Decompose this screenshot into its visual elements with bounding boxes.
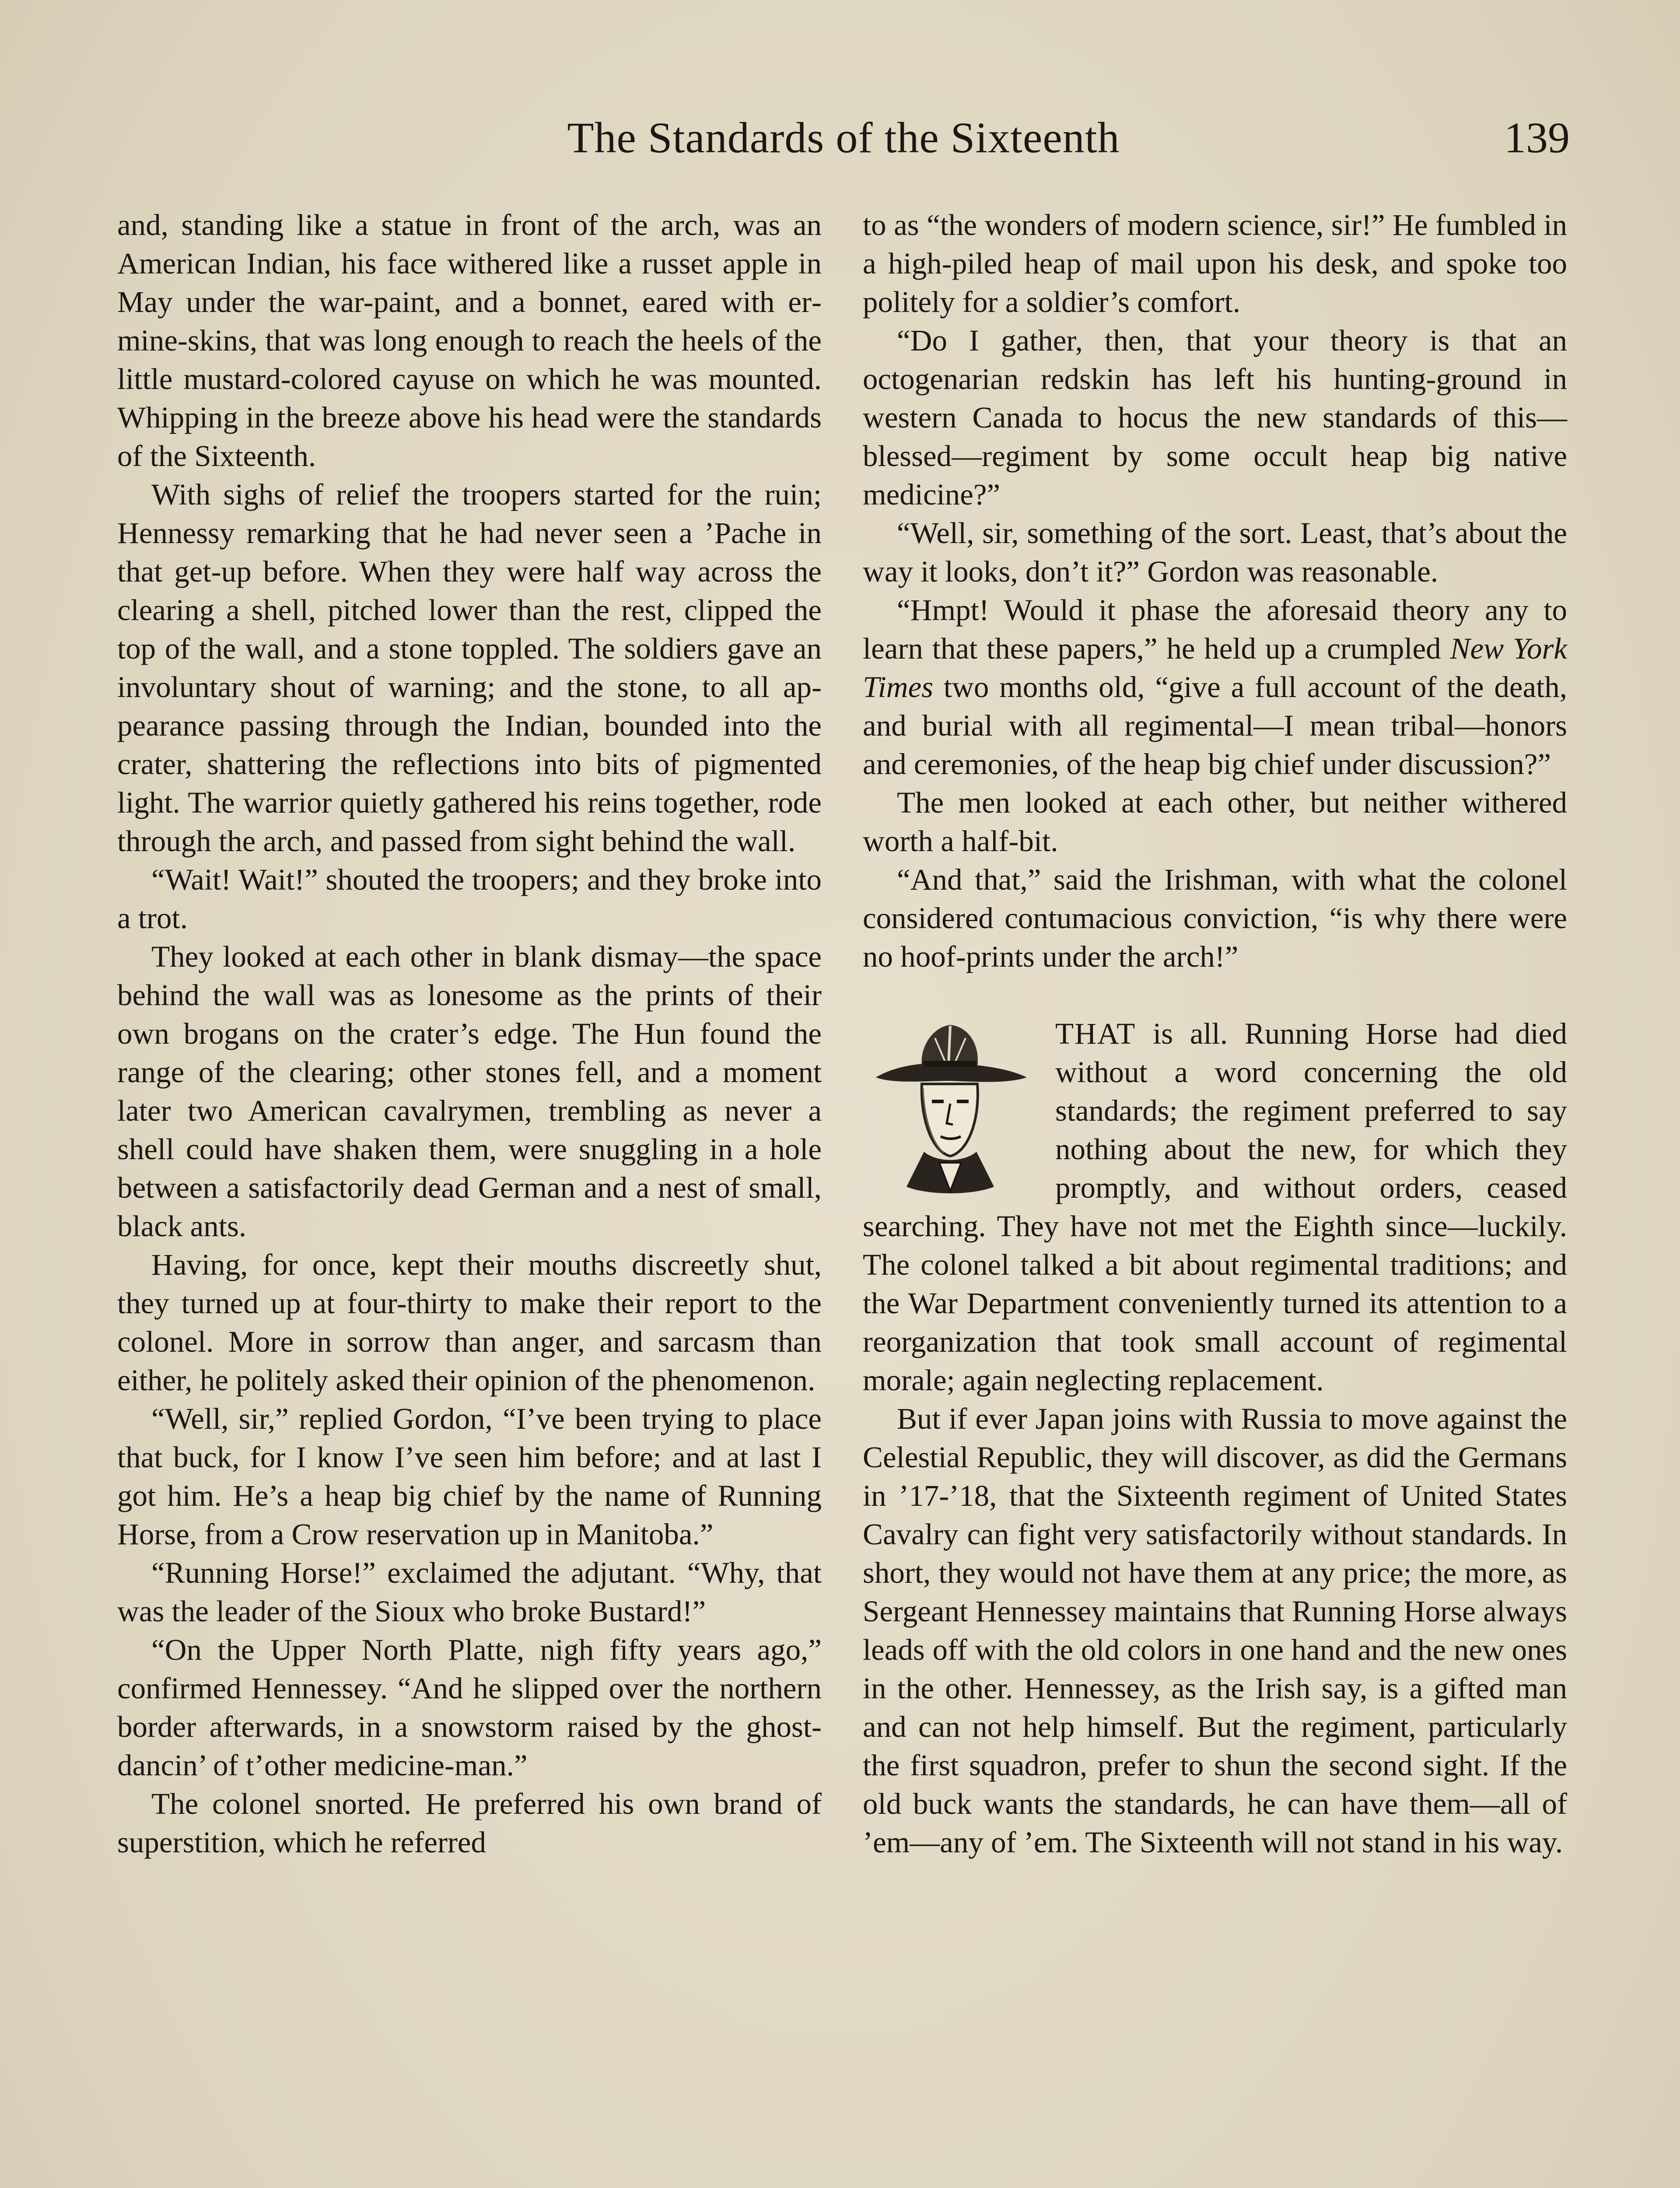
- paragraph: “Well, sir, something of the sort. Least, that’s about the way it looks, don’t it?” Gordon was reasonable.: [863, 516, 1567, 588]
- paragraph: “Well, sir,” replied Gordon, “I’ve been trying to place that buck, for I know I’ve seen him before; and at last I got him. He’s a heap big chief by the name of Running Horse, from a Crow reservation up in Manitoba.”: [117, 1402, 822, 1551]
- paragraph: and, standing like a statue in front of the arch, was an American Indian, his face withered like a russet apple in May under the war-paint, and a bonnet, eared with ermine-skins, that was long enough to reach the heels of the little mustard-colored cayuse on which he was mounted. Whipping in the breeze above his head were the standards of the Sixteenth.: [117, 208, 822, 473]
- running-title: The Standards of the Sixteenth: [567, 113, 1120, 162]
- paragraph: “On the Upper North Platte, nigh fifty years ago,” confirmed Hennessey. “And he slipped over the northern border afterwards, in a snowstorm raised by the ghost-dancin’ of t’other medicine-man.”: [117, 1633, 822, 1782]
- paragraph: But if ever Japan joins with Russia to move against the Celestial Republic, they will discover, as did the Germans in ’17-’18, that the Sixteenth regiment of United States Cavalry can fight very satisfactorily without standards. In short, they would not have them at any price; the more, as Sergeant Hennessey maintains that Running Horse always leads off with the old colors in one hand and the new ones in the other. Hennessey, as the Irish say, is a gifted man and can not help himself. But the regiment, particularly the first squadron, prefer to shun the second sight. If the old buck wants the standards, he can have them—all of ’em—any of ’em. The Sixteenth will not stand in his way.: [863, 1402, 1567, 1859]
- right-column: [863, 206, 1567, 1862]
- paragraph-times: [863, 591, 1567, 783]
- closing-lead-word: THAT: [1055, 1017, 1136, 1050]
- paragraph: to as “the wonders of modern science, sir!” He fumbled in a high-piled heap of mail upon his desk, and spoke too politely for a soldier’s comfort.: [863, 208, 1567, 319]
- page-number: 139: [1504, 113, 1570, 162]
- paragraph: “And that,” said the Irishman, with what the colonel considered contumacious conviction, “is why there were no hoof-prints under the arch!”: [863, 863, 1567, 973]
- closing-paragraph: [863, 1014, 1567, 1399]
- paragraph: The men looked at each other, but neither withered worth a half-bit.: [863, 786, 1567, 858]
- paragraph: “Wait! Wait!” shouted the troopers; and they broke into a trot.: [117, 863, 822, 935]
- paragraph: The colonel snorted. He preferred his own brand of superstition, which he referred: [117, 1787, 822, 1859]
- text-run: “Hmpt! Would it phase the aforesaid theory any to learn that these papers,” he held up a crumpled: [863, 593, 1567, 665]
- text-run: two months old, “give a full account of the death, and burial with all regimental—I mean tribal—honors and ceremonies, of the heap big chief under discussion?”: [863, 670, 1567, 781]
- soldier-head-icon: [863, 1012, 1038, 1204]
- paragraph: They looked at each other in blank dismay—the space behind the wall was as lonesome as the prints of their own brogans on the crater’s edge. The Hun found the range of the clearing; other stones fell, and a moment later two American cavalrymen, trembling as never a shell could have shaken them, were snuggling in a hole between a satisfactorily dead German and a nest of small, black ants.: [117, 940, 822, 1243]
- paragraph: “Running Horse!” exclaimed the adjutant. “Why, that was the leader of the Sioux who broke Bustard!”: [117, 1556, 822, 1628]
- left-column: [117, 206, 822, 1862]
- paragraph: With sighs of relief the troopers started for the ruin; Hennessy remarking that he had never seen a ’Pache in that get-up before. When they were half way across the clearing a shell, pitched lower than the rest, clipped the top of the wall, and a stone toppled. The soldiers gave an involuntary shout of warning; and the stone, to all appearance passing through the Indian, bounded into the crater, shattering the reflections into bits of pigmented light. The warrior quietly gathered his reins together, rode through the arch, and passed from sight behind the wall.: [117, 478, 822, 858]
- paragraph: “Do I gather, then, that your theory is that an octogenarian redskin has left his hunting-ground in western Canada to hocus the new standards of this—blessed—regiment by some occult heap big native medicine?”: [863, 324, 1567, 511]
- newspaper-title: New York Times: [863, 632, 1567, 704]
- closing-text: is all. Running Horse had died without a word concerning the old standards; the regiment preferred to say nothing about the new, for which they promptly, and without orders, ceased searching. They have not met the Eighth since—luckily. The colonel talked a bit about regimental traditions; and the War Department conveniently turned its attention to a reorganization that took small account of regimental morale; again neglecting replacement.: [863, 1017, 1567, 1397]
- running-head: [117, 109, 1570, 166]
- paragraph: Having, for once, kept their mouths discreetly shut, they turned up at four-thirty to make their report to the colonel. More in sorrow than anger, and sarcasm than either, he politely asked their opinion of the phenomenon.: [117, 1248, 822, 1397]
